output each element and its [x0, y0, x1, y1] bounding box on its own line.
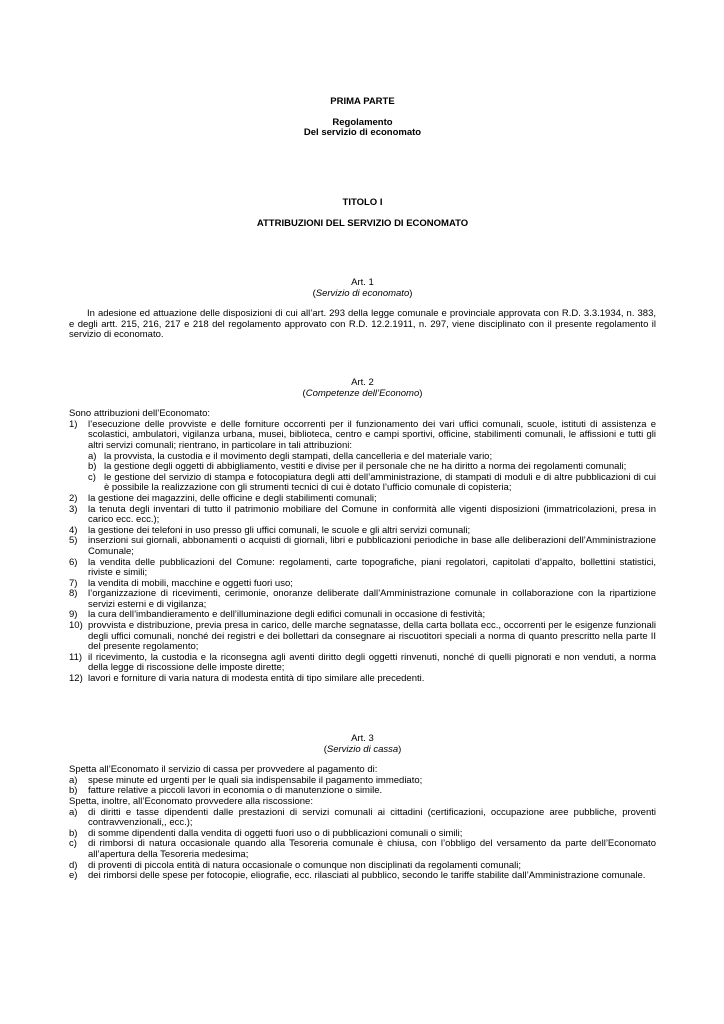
part-header — [69, 97, 656, 139]
list-item: 11) il ricevimento, la custodia e la riconsegna agli aventi diritto degli oggetti rinvenuti, nonché di quelli pignorati e non venduti, a norma della legge di riscossione delle imposte dirette; — [69, 651, 656, 674]
article-3-name: Servizio di cassa — [326, 743, 399, 755]
title-block — [69, 198, 656, 229]
list-item: c) di rimborsi di natura occasionale quando alla Tesoreria comunale è chiusa, con l’obbligo del versamento da parte dell’Economato all’apertura della Tesoreria medesima; — [69, 838, 656, 860]
article-3-number: Art. 3 — [351, 733, 374, 744]
article-1-body: In adesione ed attuazione delle disposizioni di cui all’art. 293 della legge comunale e provinciale approvata con R.D. 3.3.1934, n. 383, e degli artt. 215, 216, 217 e 218 del regolamento approvato con R.D. 12.2.1911, n. 297, viene disciplinato con il presente regolamento il servizio di economato. — [69, 308, 656, 341]
list-item: b) la gestione degli oggetti di abbigliamento, vestiti e divise per il personale che ne ha diritto a norma dei regolamenti comunali; — [88, 461, 627, 473]
part-title: PRIMA PARTE — [330, 96, 395, 107]
list-item: 3) la tenuta degli inventari di tutto il patrimonio mobiliare del Comune in conformità alle vigenti disposizioni (immatricolazioni, presa in carico ecc. ecc.); — [69, 503, 656, 526]
list-item: d) di proventi di piccola entità di natura occasionale o comunque non disciplinati da regolamenti comunali; — [69, 859, 522, 871]
list-item: 5) inserzioni sui giornali, abbonamenti o acquisti di giornali, libri e pubblicazioni periodiche in base alle deliberazioni dell’Amministrazione Comunale; — [69, 535, 656, 557]
list-item: a) di diritti e tasse dipendenti dalle prestazioni di servizi comunali ai cittadini (certificazioni, occupazione aree pubbliche, proventi contravvenzionali,, ecc.); — [69, 806, 656, 829]
article-1-name: Servizio di economato — [315, 287, 410, 299]
article-3-name-line: (Servizio di cassa) — [323, 743, 402, 755]
list-item: 12) lavori e forniture di varia natura di modesta entità di tipo similare alle precedenti. — [69, 673, 425, 685]
article-1-number: Art. 1 — [351, 277, 374, 288]
list-item: a) la provvista, la custodia e il movimento degli stampati, della cancelleria e del materiale vario; — [88, 450, 493, 462]
article-3-intro-2: Spetta, inoltre, all’Economato provvedere alla riscossione: — [69, 795, 313, 807]
article-2 — [69, 378, 656, 685]
article-2-name-line: (Competenze dell’Economo) — [302, 387, 423, 399]
sublist — [69, 452, 656, 494]
regolamento-subtitle: Del servizio di economato — [303, 127, 422, 139]
list-item: c) le gestione del servizio di stampa e fotocopiatura degli atti dell’amministrazione, di stampati di moduli e di altre pubblicazioni di cui è possibile la realizzazione con gli strumenti tecnici di cui è dotato l’ufficio comunale di copisteria; — [88, 471, 656, 494]
list-item: 2) la gestione dei magazzini, delle officine e degli stabilimenti comunali; — [69, 492, 377, 504]
list-item: e) dei rimborsi delle spese per fotocopie, eliografie, ecc. rilasciati al pubblico, secondo le tariffe stabilite dall’Amministrazione comunale. — [69, 870, 646, 882]
titolo-heading: TITOLO I — [342, 197, 383, 208]
titolo-subtitle: ATTRIBUZIONI DEL SERVIZIO DI ECONOMATO — [256, 217, 469, 229]
list-item: 4) la gestione dei telefoni in uso presso gli uffici comunali, le scuole e gli altri servizi comunali; — [69, 524, 471, 536]
article-1 — [69, 278, 656, 341]
article-3-intro: Spetta all’Economato il servizio di cassa per provvedere al pagamento di: — [69, 764, 378, 776]
list-item: 10) provvista e distribuzione, previa presa in carico, delle marche segnatasse, della carta bollata ecc., occorrenti per le esigenze funzionali degli uffici comunali, nonché dei registri e dei bollettari da consegnare ai riscuotitori speciali a norma di quanto prescritto nella parte II del presente regolamento; — [69, 620, 656, 653]
list-item: a) spese minute ed urgenti per le quali sia indispensabile il pagamento immediato; — [69, 774, 423, 786]
regolamento-title: Regolamento — [332, 116, 393, 128]
article-3 — [69, 734, 656, 882]
list-item: 9) la cura dell’imbandieramento e dell’illuminazione degli edifici comunali in occasione di festività; — [69, 609, 486, 621]
article-2-intro: Sono attribuzioni dell’Economato: — [69, 408, 211, 420]
list-item: 6) la vendita delle pubblicazioni del Comune: regolamenti, carte topografiche, piani regolatori, capitolati d’appalto, bollettini statistici, riviste e simili; — [69, 556, 656, 579]
list-item: 1) l’esecuzione delle provviste e delle forniture occorrenti per il funzionamento dei vari uffici comunali, scuole, istituti di assistenza e scolastici, ambulatori, vigilanza urbana, musei, biblioteca, centro e campi sportivi, officine, stabilimenti comunali, le affissioni e tutti gli altri servizi comunali; rientrano, in particolare in tali attribuzioni: — [69, 418, 656, 451]
list-item: b) fatture relative a piccoli lavori in economia o di manutenzione o simile. — [69, 785, 383, 797]
article-2-name: Competenze dell’Economo — [305, 387, 420, 399]
list-item: 8) l’organizzazione di ricevimenti, cerimonie, onoranze deliberate dall’Amministrazione comunale in collaborazione con la ripartizione servizi esterni e di vigilanza; — [69, 588, 656, 610]
list-item: 7) la vendita di mobili, macchine e oggetti fuori uso; — [69, 577, 293, 589]
list-item: b) di somme dipendenti dalla vendita di oggetti fuori uso o di pubblicazioni comunali o simili; — [69, 827, 463, 839]
article-2-number: Art. 2 — [351, 377, 374, 388]
article-1-name-line: (Servizio di economato) — [312, 287, 413, 299]
